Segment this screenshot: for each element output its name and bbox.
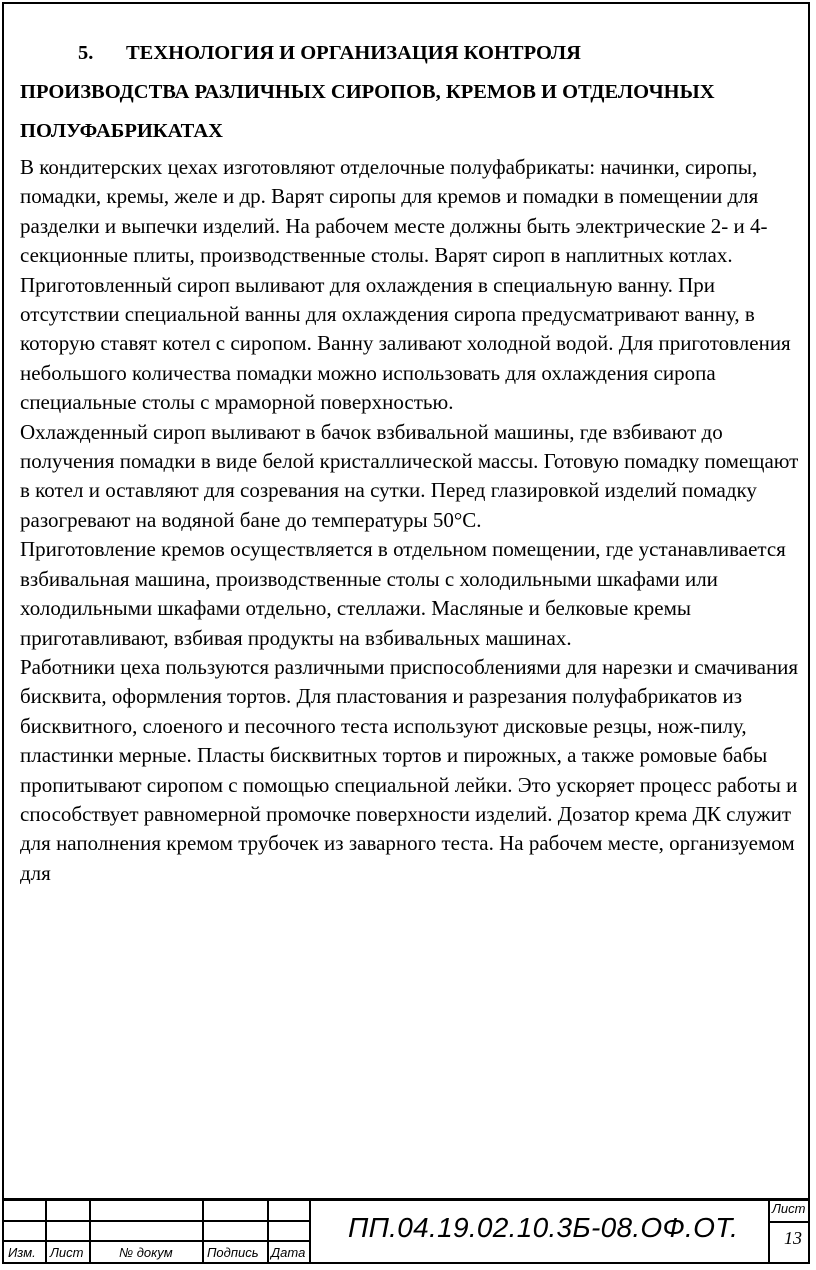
label-izm: Изм. bbox=[8, 1245, 36, 1260]
label-date: Дата bbox=[271, 1245, 306, 1260]
title-block bbox=[2, 1198, 810, 1264]
label-doc-number: № докум bbox=[119, 1245, 173, 1260]
label-list: Лист bbox=[50, 1245, 84, 1260]
label-signature: Подпись bbox=[207, 1245, 259, 1260]
section-number: 5. bbox=[78, 42, 94, 64]
heading-line-1: ТЕХНОЛОГИЯ И ОРГАНИЗАЦИЯ КОНТРОЛЯ bbox=[126, 42, 581, 64]
sheet-label: Лист bbox=[772, 1201, 806, 1216]
document-code: ПП.04.19.02.10.3Б-08.ОФ.ОТ. bbox=[348, 1212, 739, 1243]
heading-line-2: ПРОИЗВОДСТВА РАЗЛИЧНЫХ СИРОПОВ, КРЕМОВ И ОТДЕЛОЧНЫХ bbox=[20, 81, 715, 103]
section-heading bbox=[20, 34, 800, 151]
document-body bbox=[20, 34, 800, 888]
paragraph-2: Охлажденный сироп выливают в бачок взбивальной машины, где взбивают до получения помадки в виде белой кристаллической массы. Готовую помадку помещают в котел и оставляют для созревания на сутки. Перед глазировкой изделий помадку разогревают на водяной бане до температуры 50°С. bbox=[20, 419, 799, 532]
paragraph-4: Работники цеха пользуются различными приспособлениями для нарезки и смачивания бисквита, оформления тортов. Для пластования и разрезания полуфабрикатов из бисквитного, слоеного и песочного теста используют дисковые резцы, нож-пилу, пластинки мерные. Пласты бисквитных тортов и пирожных, а также ромовые бабы пропитывают сиропом с помощью специальной лейки. Это ускоряет процесс работы и способствует равномерной промочке поверхности изделий. Дозатор крема ДК служит для наполнения кремом трубочек из заварного теста. На рабочем месте, организуемом для bbox=[20, 654, 799, 885]
paragraph-1: В кондитерских цехах изготовляют отделочные полуфабрикаты: начинки, сиропы, помадки, кремы, желе и др. Варят сиропы для кремов и помадки в помещении для разделки и выпечки изделий. На рабочем месте должны быть электрические 2- и 4-секционные плиты, производственные столы. Варят сироп в наплитных котлах. Приготовленный сироп выливают для охлаждения в специальную ванну. При отсутствии специальной ванны для охлаждения сиропа предусматривают ванну, в которую ставят котел с сиропом. Ванну заливают холодной водой. Для приготовления небольшого количества помадки можно использовать для охлаждения сиропа специальные столы с мраморной поверхностью. bbox=[20, 155, 791, 415]
sheet-number: 13 bbox=[784, 1228, 802, 1248]
paragraph-3: Приготовление кремов осуществляется в отдельном помещении, где устанавливается взбивальная машина, производственные столы с холодильными шкафами или холодильными шкафами отдельно, стеллажи. Масляные и белковые кремы приготавливают, взбивая продукты на взбивальных машинах. bbox=[20, 537, 786, 650]
heading-line-3: ПОЛУФАБРИКАТАХ bbox=[20, 120, 223, 142]
